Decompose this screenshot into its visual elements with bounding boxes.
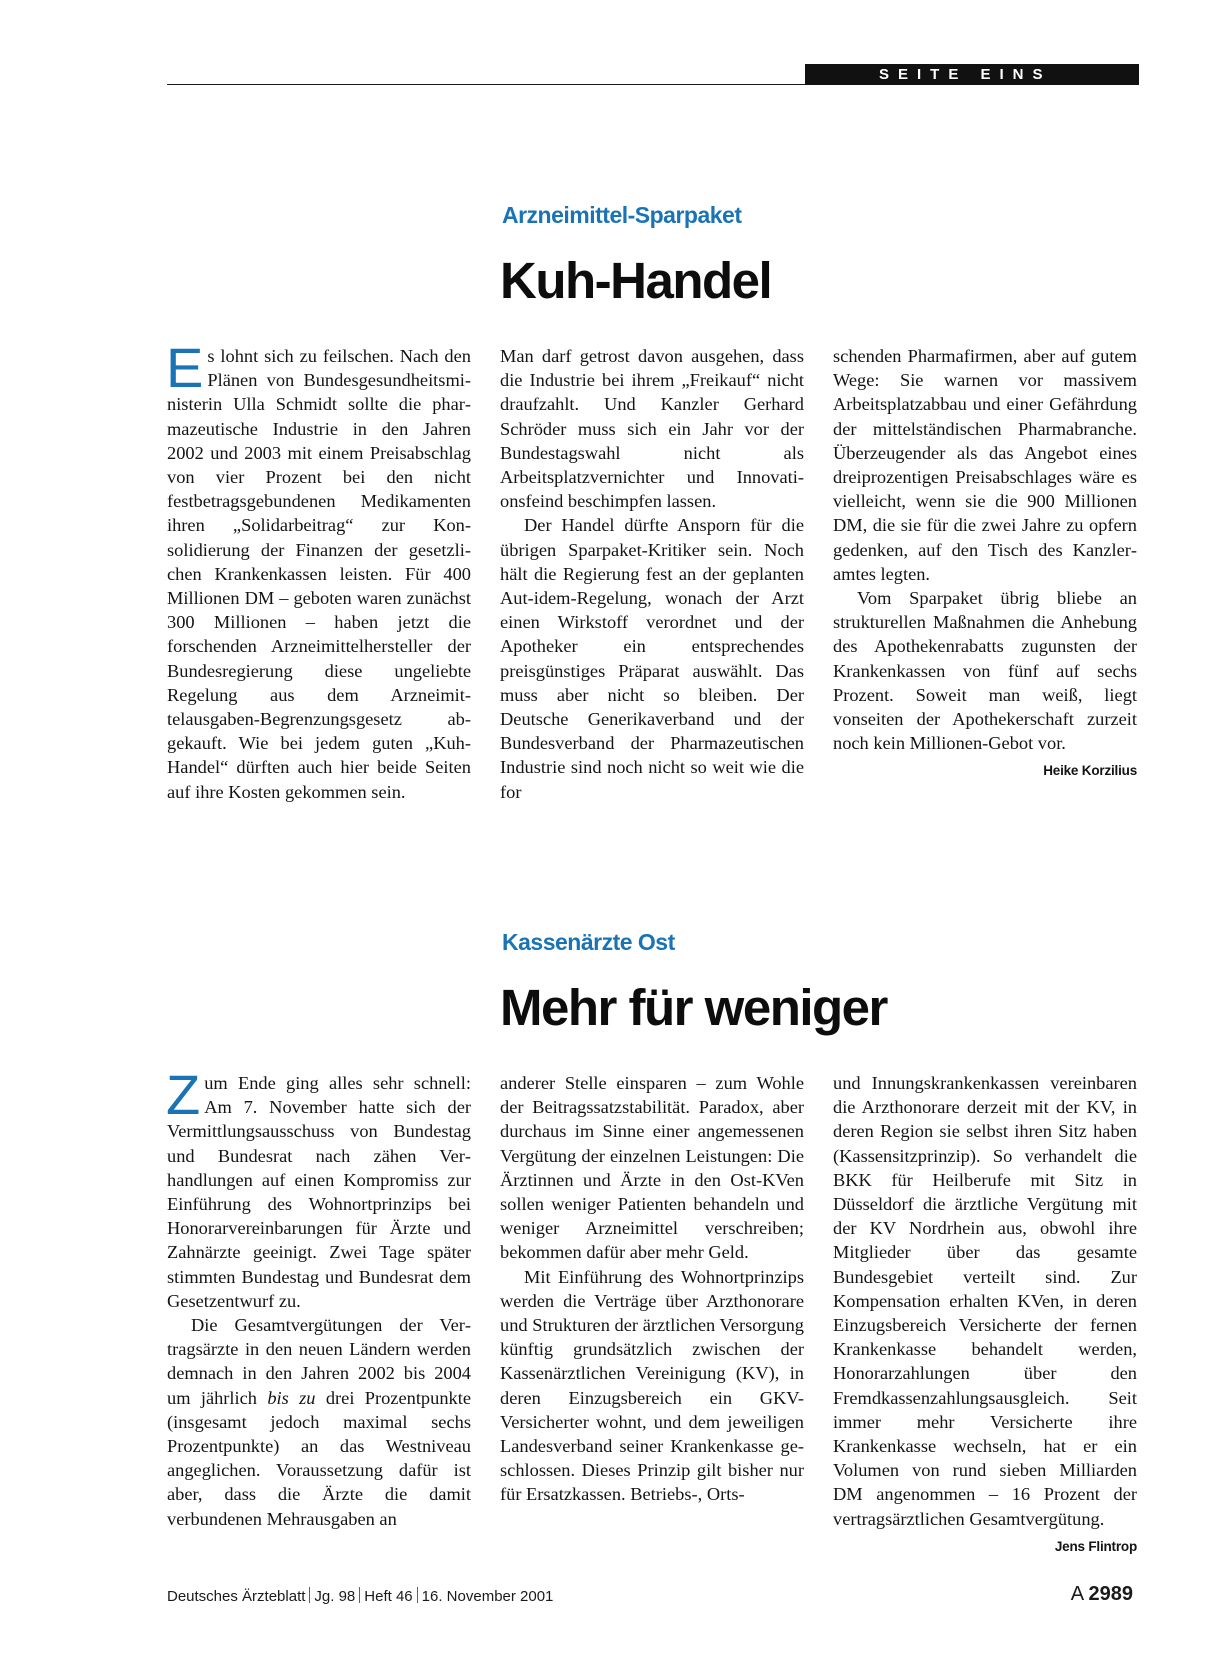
article2-italic-text: bis zu [267,1387,316,1408]
article2-paragraph [167,1313,471,1531]
footer-separator [359,1587,360,1603]
article2-column-1 [166,1063,471,1531]
article2-kicker: Kassenärzte Ost [502,929,675,955]
footer-issue: Heft 46 [364,1588,413,1605]
footer-journal: Deutsches Ärzteblatt [167,1588,306,1605]
section-label: SEITE EINS [805,64,1139,85]
article1-paragraph: schenden Pharmafirmen, aber auf gutem Wege: Sie warnen vor massivem Arbeitsplatzabbau und einer Gefährdung der mittelständischen Pharmabranche. Überzeugender als das Angebot eines dreiprozentigen Preisabschlages wäre es vielleicht, wenn sie die 900 Millionen DM, die sie für die zwei Jahre zu opfern gedenken, auf den Tisch des Kanzleramtes legten. [833,346,1137,584]
article1-headline: Kuh-Handel [500,252,772,309]
article2-paragraph [833,1071,1137,1554]
page-prefix: A [1070,1583,1083,1605]
page-number [1071,1583,1133,1606]
article2-text: Die Gesamtvergütungen der Vertragsärzte in den neuen Ländern werden demnach in den Jahren 2002 bis 2004 um jährlich [167,1315,471,1408]
article1-paragraph [166,336,471,804]
article2-text: und Innungskrankenkassen vereinbaren die Arzthonorare derzeit mit der KV, in deren Region sie selbst ihren Sitz haben (Kassensitzprinzip). So verhandelt die BKK für Heilberufe mit Sitz in Düsseldorf die ärztliche Vergütung mit der KV Nordrhein aus, obwohl ihre Mitglieder über das gesamte Bundesgebiet verteilt sind. Zur Kompensation erhalten KVen, in deren Einzugsbereich Versicherte der fernen Krankenkasse behandelt werden, Honorarzahlungen über den Fremdkassenzahlungsausgleich. Seit immer mehr Versicherte ihre Krankenkasse wechseln, hat er ein Volumen von rund sieben Milliarden DM angenommen – 16 Prozent der vertragsärztlichen Gesamtvergütung. [833,1073,1137,1529]
page-footer [167,1583,1133,1605]
article2-author: Jens Flintrop [1054,1538,1137,1554]
article1-kicker: Arzneimittel-Sparpaket [502,202,742,228]
article1-dropcap: E [166,336,204,399]
article1-paragraph: Man darf getrost davon ausgehen, dass die Industrie bei ihrem „Freikauf“ nicht draufzahlt. Und Kanzler Gerhard Schröder muss sich ein Jahr vor der Bundestagswahl nicht als Arbeitsplatzvernichter und Innovationsfeind beschimpfen lassen. [500,346,804,512]
footer-separator [417,1587,418,1603]
footer-volume: Jg. 98 [314,1588,356,1605]
article1-column-2 [500,344,804,804]
article1-column-3 [833,344,1137,784]
article2-paragraph [166,1063,471,1313]
footer-separator [309,1587,310,1603]
article1-author: Heike Korzilius [1043,763,1137,779]
article2-column-3 [833,1071,1137,1559]
article2-paragraph: anderer Stelle einsparen – zum Wohle der Beitragssatzstabilität. Paradox, aber durchaus im Sinne einer angemessenen Vergütung der einzelnen Leistungen: Die Ärztinnen und Ärzte in den Ost-KVen sollen weniger Patienten behandeln und weniger Arzneimittel verschreiben; bekommen dafür aber mehr Geld. [500,1073,804,1263]
article2-paragraph: Mit Einführung des Wohnortprinzips werden die Verträge über Arzthonorare und Strukturen der ärztlichen Versorgung künftig grundsätzlich zwischen der Kassenärztlichen Vereinigung (KV), in deren Einzugsbereich ein GKV-Versicherter wohnt, und dem jeweiligen Landesverband seiner Krankenkasse geschlossen. Dieses Prinzip gilt bisher nur für Ersatzkassen. Betriebs-, Orts- [500,1266,804,1505]
article2-text: um Ende ging alles sehr schnell: Am 7. November hatte sich der Vermittlungsausschuss von Bundestag und Bundesrat nach zähen Verhandlungen auf einen Kompromiss zur Einführung des Wohnortprinzips bei Honorarvereinbarungen für Ärzte und Zahnärzte geeinigt. Zwei Tage später stimmten Bundestag und Bundesrat dem Gesetzentwurf zu. [167,1073,471,1311]
article2-text: drei Prozentpunkte (insgesamt jedoch maximal sechs Prozentpunkte) an das Westniveau angeglichen. Voraussetzung dafür ist aber, dass die Ärzte die damit verbundenen Mehrausgaben an [167,1387,471,1529]
article2-column-2 [500,1071,804,1507]
page-number-value: 2989 [1088,1583,1133,1605]
article1-text: s lohnt sich zu feilschen. Nach den Plänen von Bundesgesundheitsministerin Ulla Schmidt sollte die pharmazeutische Industrie in den Jahren 2002 und 2003 mit einem Preisabschlag von vier Prozent bei den nicht festbetragsgebundenen Medikamenten ihren „Solidarbeitrag“ zur Konsolidierung der Finanzen der gesetzlichen Krankenkassen leisten. Für 400 Millionen DM – geboten waren zunächst 300 Millionen – haben jetzt die forschenden Arzneimittelhersteller der Bundesregierung diese ungeliebte Regelung aus dem Arzneimittelausgaben-Begrenzungsgesetz abgekauft. Wie bei jedem guten „Kuh-Handel“ dürften auch hier beide Seiten auf ihre Kosten gekommen sein. [167,346,471,802]
article1-text: Vom Sparpaket übrig bliebe an strukturellen Maßnahmen die Anhebung des Apothekenrabatts zugunsten der Krankenkassen von fünf auf sechs Prozent. Soweit man weiß, liegt vonseiten der Apothekerschaft zurzeit noch kein Millionen-Gebot vor. [833,588,1137,754]
footer-date: 16. November 2001 [421,1588,554,1605]
article1-paragraph: Der Handel dürfte Ansporn für die übrigen Sparpaket-Kritiker sein. Noch hält die Regierung fest an der geplanten Aut-idem-Regelung, wonach der Arzt einen Wirkstoff verordnet und der Apotheker ein entsprechendes preisgünstiges Präparat auswählt. Das muss aber nicht so bleiben. Der Deutsche Generikaverband und der Bundesverband der Pharmazeutischen Industrie sind noch nicht so weit wie die for [500,515,804,802]
article2-dropcap: Z [166,1063,201,1126]
article2-headline: Mehr für weniger [500,979,887,1036]
article1-column-1 [166,336,471,804]
article1-paragraph [833,586,1137,779]
